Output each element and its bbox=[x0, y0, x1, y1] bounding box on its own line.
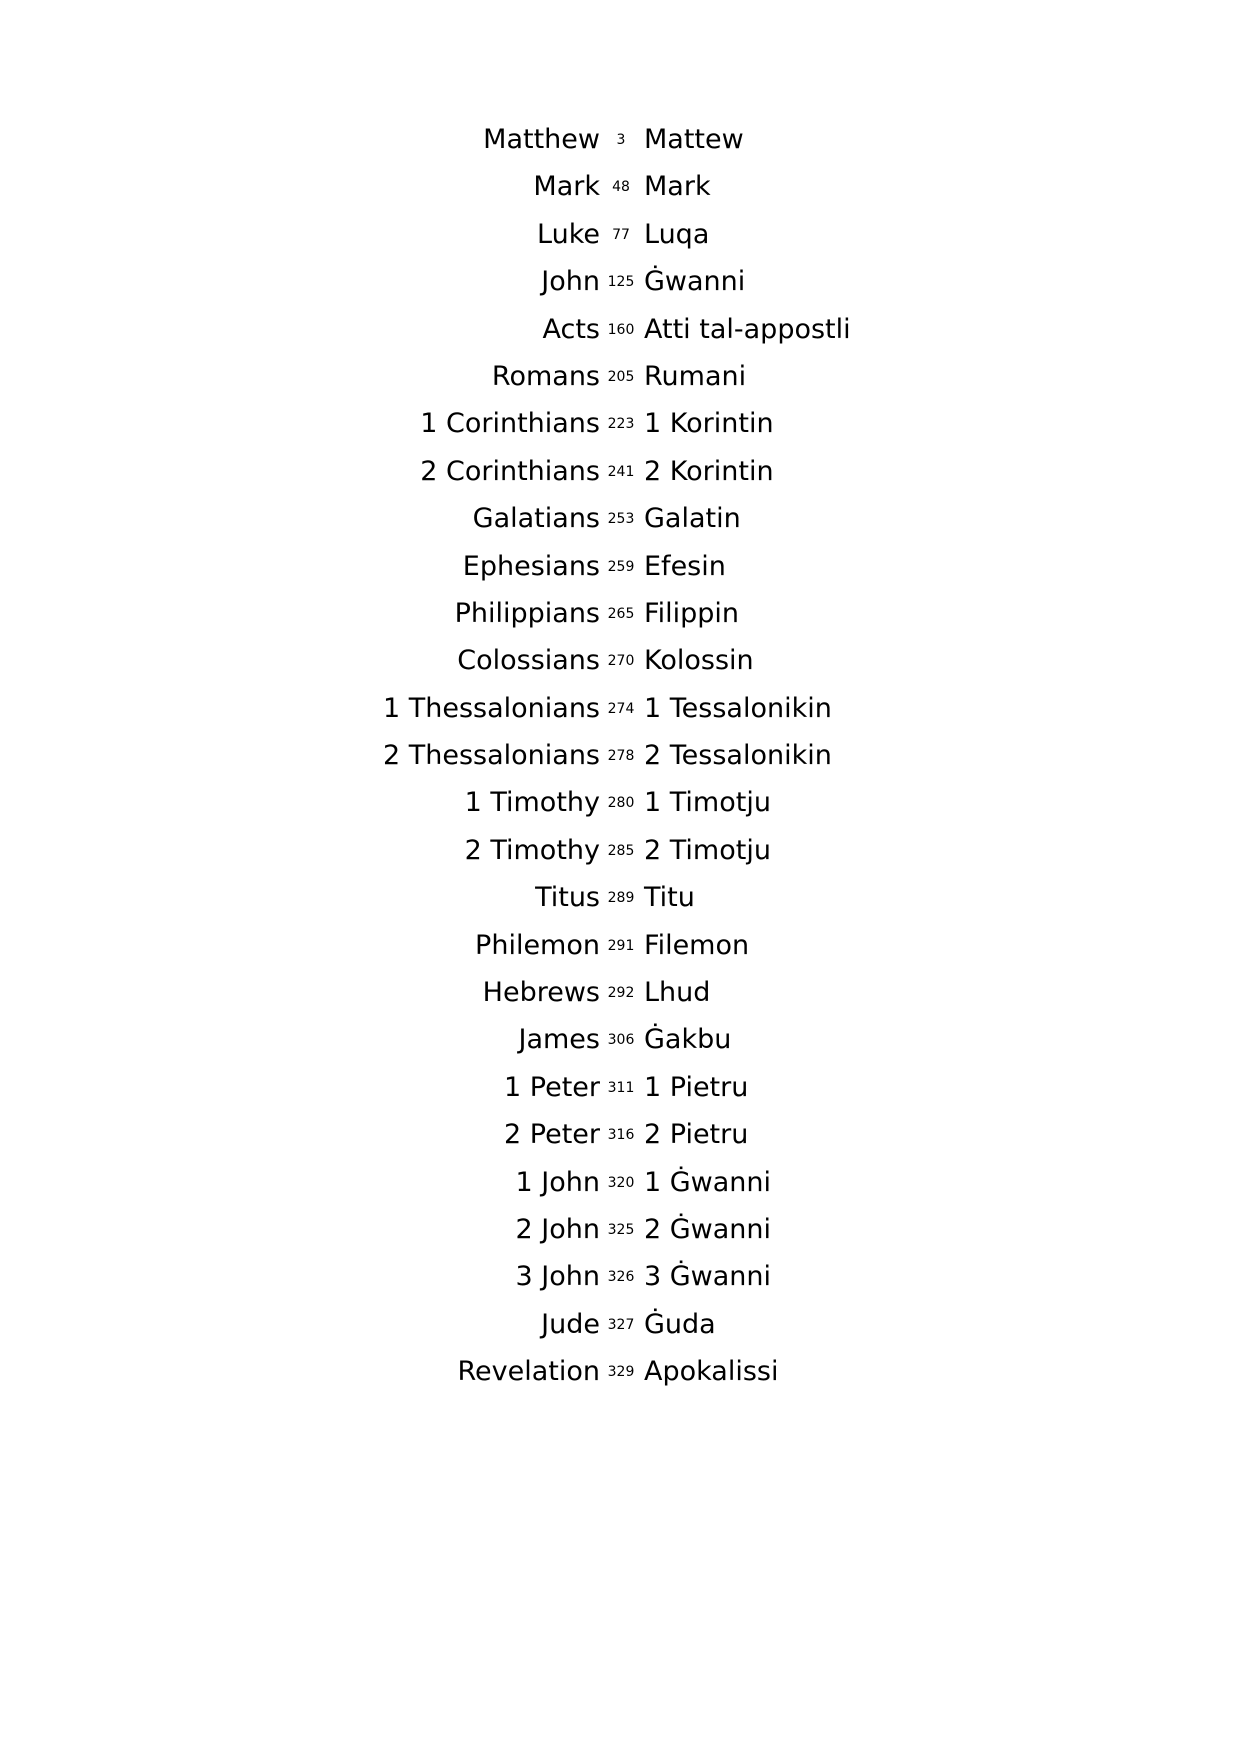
page-number: 160 bbox=[607, 321, 635, 338]
english-title: 2 Corinthians bbox=[420, 455, 600, 487]
maltese-title: Kolossin bbox=[644, 645, 754, 677]
maltese-title: 3 Ġwanni bbox=[644, 1261, 772, 1293]
list-item[interactable] bbox=[0, 402, 1240, 449]
list-item[interactable] bbox=[0, 1303, 1240, 1350]
page-number: 327 bbox=[607, 1316, 635, 1333]
page-number: 265 bbox=[607, 605, 635, 622]
page-number: 285 bbox=[607, 842, 635, 859]
page-number: 289 bbox=[607, 890, 635, 907]
list-item[interactable] bbox=[0, 1161, 1240, 1208]
list-item[interactable] bbox=[0, 355, 1240, 402]
page-number: 3 bbox=[616, 132, 626, 148]
maltese-title: Filemon bbox=[644, 929, 750, 961]
maltese-title: 1 Tessalonikin bbox=[644, 692, 832, 724]
maltese-title: 1 Pietru bbox=[644, 1071, 749, 1103]
maltese-title: Atti tal-appostli bbox=[644, 313, 851, 345]
table-of-contents bbox=[0, 118, 1240, 1398]
page-number: 292 bbox=[607, 985, 635, 1002]
maltese-title: 2 Timotju bbox=[644, 834, 771, 866]
english-title: Ephesians bbox=[462, 550, 600, 582]
page-number: 274 bbox=[607, 700, 635, 717]
english-title: Philemon bbox=[475, 929, 600, 961]
maltese-title: Mark bbox=[644, 171, 711, 203]
maltese-title: 2 Ġwanni bbox=[644, 1213, 772, 1245]
list-item[interactable] bbox=[0, 592, 1240, 639]
maltese-title: 2 Tessalonikin bbox=[644, 740, 832, 772]
english-title: Hebrews bbox=[482, 977, 600, 1009]
maltese-title: Apokalissi bbox=[644, 1356, 779, 1388]
page-number: 205 bbox=[607, 368, 635, 385]
maltese-title: Efesin bbox=[644, 550, 726, 582]
english-title: Matthew bbox=[483, 124, 600, 155]
list-item[interactable] bbox=[0, 1018, 1240, 1065]
page-number: 278 bbox=[607, 748, 635, 765]
maltese-title: Mattew bbox=[644, 124, 744, 155]
english-title: 1 Thessalonians bbox=[382, 692, 600, 724]
page-number: 125 bbox=[607, 274, 635, 291]
maltese-title: Rumani bbox=[644, 360, 747, 392]
page-number: 320 bbox=[607, 1174, 635, 1191]
maltese-title: 1 Timotju bbox=[644, 787, 771, 819]
page-number: 253 bbox=[607, 511, 635, 528]
page-number: 241 bbox=[607, 463, 635, 480]
list-item[interactable] bbox=[0, 781, 1240, 828]
list-item[interactable] bbox=[0, 1066, 1240, 1113]
list-item[interactable] bbox=[0, 450, 1240, 497]
maltese-title: 2 Pietru bbox=[644, 1119, 749, 1151]
maltese-title: Filippin bbox=[644, 597, 739, 629]
list-item[interactable] bbox=[0, 260, 1240, 307]
english-title: Jude bbox=[541, 1308, 600, 1340]
list-item[interactable] bbox=[0, 829, 1240, 876]
maltese-title: 1 Korintin bbox=[644, 408, 774, 440]
maltese-title: Titu bbox=[644, 882, 695, 914]
english-title: Acts bbox=[542, 313, 600, 345]
list-item[interactable] bbox=[0, 308, 1240, 355]
page-number: 223 bbox=[607, 416, 635, 433]
list-item[interactable] bbox=[0, 734, 1240, 781]
english-title: 3 John bbox=[515, 1261, 600, 1293]
english-title: Philippians bbox=[454, 597, 600, 629]
list-item[interactable] bbox=[0, 924, 1240, 971]
maltese-title: Ġakbu bbox=[644, 1024, 732, 1056]
page-number: 311 bbox=[607, 1079, 635, 1096]
list-item[interactable] bbox=[0, 165, 1240, 212]
maltese-title: Ġuda bbox=[644, 1308, 716, 1340]
page-number: 259 bbox=[607, 558, 635, 575]
page-number: 48 bbox=[612, 179, 630, 196]
english-title: James bbox=[518, 1024, 600, 1056]
maltese-title: 2 Korintin bbox=[644, 455, 774, 487]
page-number: 325 bbox=[607, 1221, 635, 1238]
english-title: Romans bbox=[491, 360, 600, 392]
maltese-title: 1 Ġwanni bbox=[644, 1166, 772, 1198]
page-number: 326 bbox=[607, 1269, 635, 1286]
english-title: 1 Peter bbox=[504, 1071, 600, 1103]
english-title: Revelation bbox=[457, 1356, 600, 1388]
list-item[interactable] bbox=[0, 1255, 1240, 1302]
maltese-title: Luqa bbox=[644, 218, 710, 250]
list-item[interactable] bbox=[0, 971, 1240, 1018]
list-item[interactable] bbox=[0, 1350, 1240, 1397]
list-item[interactable] bbox=[0, 497, 1240, 544]
list-item[interactable] bbox=[0, 118, 1240, 165]
list-item[interactable] bbox=[0, 545, 1240, 592]
list-item[interactable] bbox=[0, 639, 1240, 686]
english-title: Mark bbox=[533, 171, 600, 203]
page-number: 280 bbox=[607, 795, 635, 812]
list-item[interactable] bbox=[0, 876, 1240, 923]
page-number: 77 bbox=[612, 226, 630, 243]
list-item[interactable] bbox=[0, 1113, 1240, 1160]
page-number: 306 bbox=[607, 1032, 635, 1049]
english-title: 2 Peter bbox=[504, 1119, 600, 1151]
english-title: 2 John bbox=[515, 1213, 600, 1245]
maltese-title: Lhud bbox=[644, 977, 711, 1009]
english-title: 1 Timothy bbox=[464, 787, 600, 819]
page-number: 329 bbox=[607, 1364, 635, 1381]
english-title: 2 Timothy bbox=[464, 834, 600, 866]
english-title: Colossians bbox=[457, 645, 600, 677]
list-item[interactable] bbox=[0, 1208, 1240, 1255]
list-item[interactable] bbox=[0, 213, 1240, 260]
page-number: 316 bbox=[607, 1127, 635, 1144]
maltese-title: Galatin bbox=[644, 503, 741, 535]
page-number: 270 bbox=[607, 653, 635, 670]
english-title: John bbox=[541, 266, 600, 298]
english-title: Galatians bbox=[472, 503, 600, 535]
english-title: Luke bbox=[537, 218, 600, 250]
english-title: Titus bbox=[535, 882, 600, 914]
english-title: 2 Thessalonians bbox=[382, 740, 600, 772]
english-title: 1 John bbox=[515, 1166, 600, 1198]
english-title: 1 Corinthians bbox=[420, 408, 600, 440]
page-number: 291 bbox=[607, 937, 635, 954]
list-item[interactable] bbox=[0, 687, 1240, 734]
maltese-title: Ġwanni bbox=[644, 266, 746, 298]
